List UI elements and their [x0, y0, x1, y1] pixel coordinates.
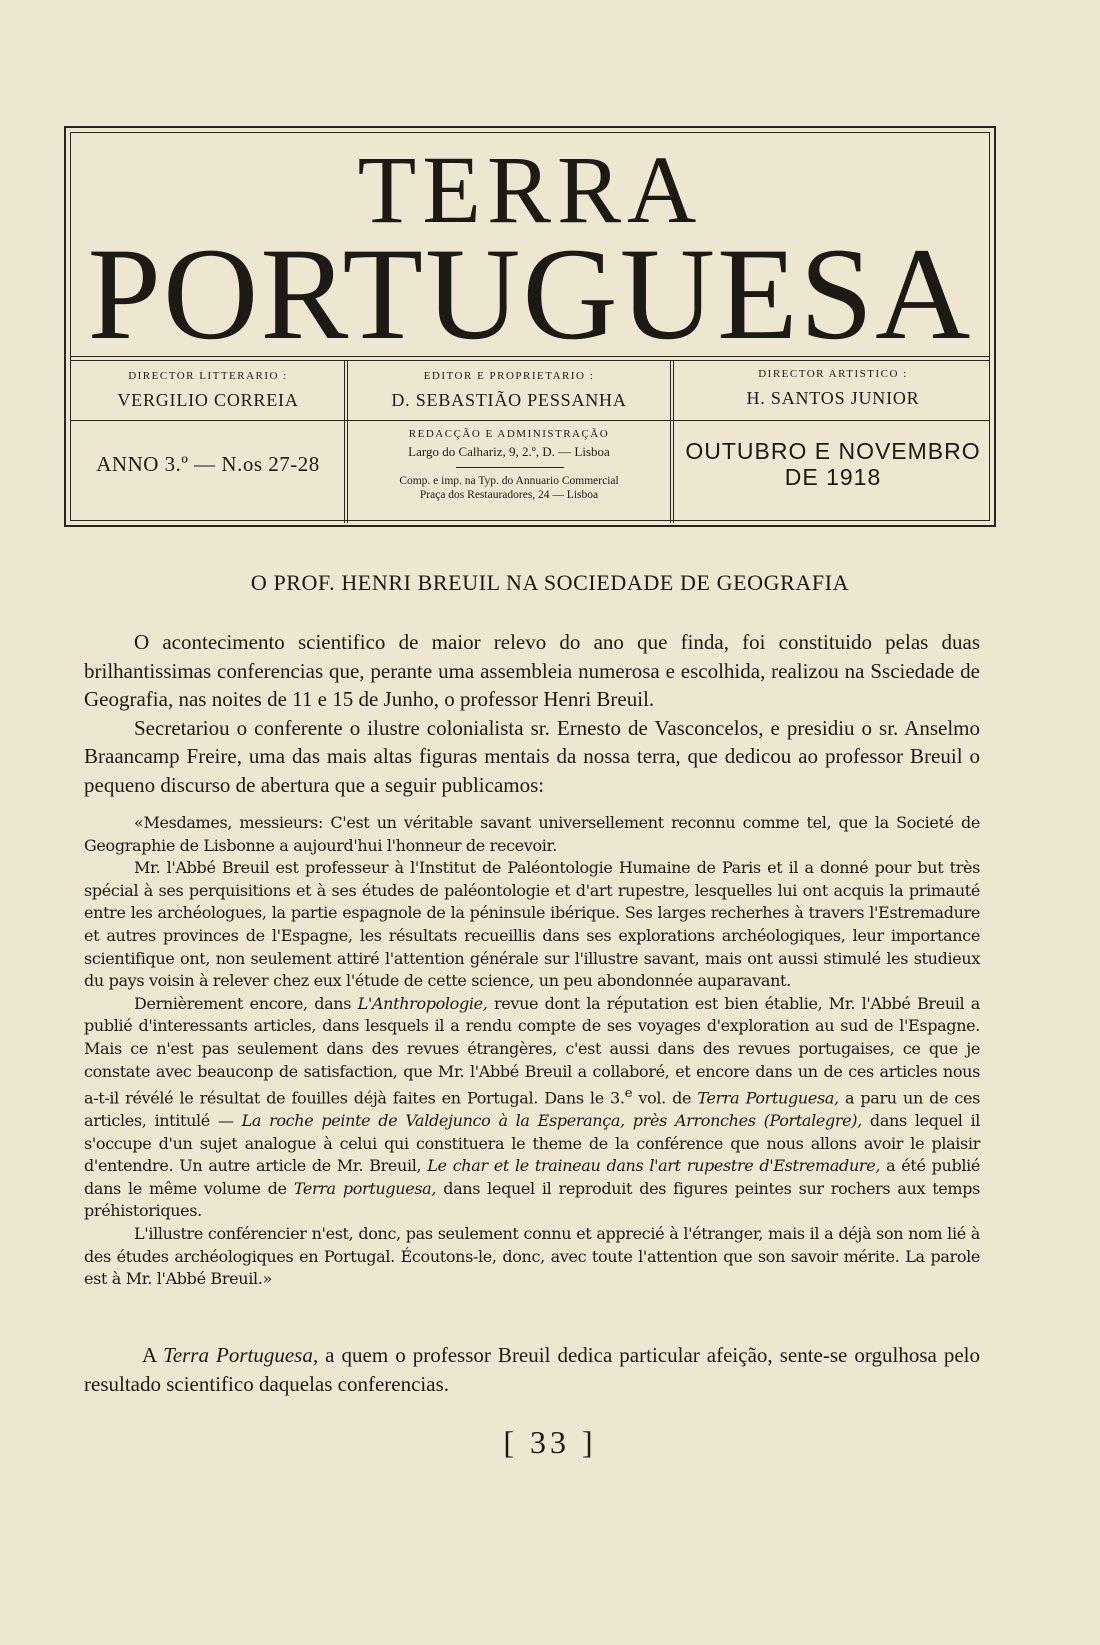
divider [70, 360, 990, 361]
text-run: A [142, 1343, 164, 1367]
text-run: dans lequel il s'occupe d'un sujet analogue à celui qui constituera le theme de la conférence que nous allons avoir le plaisir d'entendre. Un autre article de Mr. Breuil, [84, 1111, 981, 1176]
text-run: a paru un de ces articles, intitulé — [84, 1088, 980, 1131]
quote-paragraph: L'illustre conférencier n'est, donc, pas seulement connu et apprecié à l'étranger, mais il a déjà son nom lié à des études archéologiques en Portugal. Écoutons-le, donc, avec toute l'attention que son savoir mérite. La parole est à Mr. l'Abbé Breuil.» [84, 1224, 980, 1289]
text-run: revue dont la réputation est bien établie, Mr. l'Abbé Breuil a publié d'interessants articles, dans lesquels il a rendu compte de ses voyages d'exploration au sud de l'Espagne. Mais ce n'est pas seulement dans des revues étrangères, c'est aussi dans des revues portugaises, ce que je constate avec beauconp de satisfaction, que Mr. l'Abbé Breuil a collaboré, et encore dans un de ces articles nous a-t-il révélé le résultat de fouilles déjà faites en Portugal. Dans le 3. [84, 993, 980, 1108]
article-intro [84, 628, 980, 799]
superscript: e [624, 1086, 633, 1102]
title-line-terra: TERRA [357, 136, 703, 243]
text-run: dans lequel il reproduit des figures peintes sur rochers aux temps préhistoriques. [84, 1178, 980, 1221]
director-literary-role: DIRECTOR LITTERARIO : [128, 370, 288, 382]
director-literary-name: VERGILIO CORREIA [117, 390, 299, 410]
speech-quote [84, 812, 980, 1291]
italic-title: Terra portuguesa, [293, 1178, 437, 1198]
divider [70, 420, 990, 421]
italic-title: La roche peinte de Valdejunco à la Esperança, près Arronches (Portalegre), [241, 1111, 862, 1131]
quote-paragraph: Mr. l'Abbé Breuil est professeur à l'Institut de Paléontologie Humaine de Paris et il a donné pour but très spécial à ses perquisitions et à ses études de paléontologie et d'art rupestre, lesquelles lui ont acquis la primauté entre les archéologues, la partie espagnole de la péninsule ibérique. Ses larges recherhes à travers l'Estremadure et autres provinces de l'Espagne, les résultats recueillis dans ses explorations archéologiques, leur importance scientifique ont, non seulement attiré l'attention générale sur l'illustre savant, mais ont aussi stimulé les studieux du pays voisin à relever chez eux l'étude de cette science, un peu abondonnée auparavant. [84, 858, 980, 991]
printer-line-2: Praça dos Restauradores, 24 — Lisboa [419, 489, 599, 501]
redaction-label: REDACÇÃO E ADMINISTRAÇÃO [408, 428, 610, 440]
divider [344, 360, 345, 523]
editor-name: D. SEBASTIÃO PESSANHA [391, 390, 627, 410]
divider [70, 356, 990, 357]
quote-paragraph [84, 993, 980, 1223]
italic-title: Terra Portuguesa, [163, 1343, 319, 1367]
printer-line-1: Comp. e imp. na Typ. do Annuario Commercial [399, 475, 619, 487]
page-number: [ 33 ] [503, 1424, 597, 1460]
italic-title: Le char et le traineau dans l'art rupestre d'Estremadure, [427, 1156, 881, 1176]
paragraph: Secretariou o conferente o ilustre colonialista sr. Ernesto de Vasconcelos, e presidiu o sr. Anselmo Braancamp Freire, uma das mais altas figuras mentais da nossa terra, que dedicou ao professor Breuil o pequeno discurso de abertura que a seguir publicamos: [84, 715, 980, 797]
text-run: Dernièrement encore, dans [134, 993, 358, 1013]
divider [456, 467, 564, 468]
masthead [64, 126, 996, 527]
divider [670, 360, 671, 523]
quote-paragraph: «Mesdames, messieurs: C'est un véritable savant universellement reconnu comme tel, que la Societé de Geographie de Lisbonne a aujourd'hui l'honneur de recevoir. [84, 813, 980, 855]
issue-date-line-2: DE 1918 [784, 464, 882, 490]
title-line-portuguesa: PORTUGUESA [87, 220, 973, 367]
director-artistic-role: DIRECTOR ARTISTICO : [758, 368, 908, 380]
text-run: a été publié dans le même volume de [84, 1156, 981, 1198]
masthead-title [66, 128, 994, 368]
editor-role: EDITOR E PROPRIETARIO : [423, 370, 595, 382]
paragraph [84, 1341, 980, 1399]
text-run: vol. de [632, 1088, 698, 1108]
issue-number: ANNO 3.º — N.os 27-28 [96, 452, 320, 476]
italic-title: Terra Portuguesa, [697, 1088, 839, 1108]
issue-date-line-1: OUTUBRO E NOVEMBRO [685, 438, 981, 464]
article-title: O PROF. HENRI BREUIL NA SOCIEDADE DE GEOGRAFIA [250, 570, 850, 595]
article-closing [84, 1341, 980, 1399]
italic-title: L'Anthropologie, [357, 993, 488, 1013]
redaction-address: Largo do Calhariz, 9, 2.º, D. — Lisboa [408, 444, 610, 459]
text-run: a quem o professor Breuil dedica particular afeição, sente-se orgulhosa pelo resultado scientifico daquelas conferencias. [84, 1343, 981, 1396]
director-artistic-name: H. SANTOS JUNIOR [746, 388, 920, 408]
paragraph: O acontecimento scientifico de maior relevo do ano que finda, foi constituido pelas duas brilhantissimas conferencias que, perante uma assembleia numerosa e escolhida, realizou na Ssciedade de Geografia, nas noites de 11 e 15 de Junho, o professor Henri Breuil. [84, 630, 980, 711]
